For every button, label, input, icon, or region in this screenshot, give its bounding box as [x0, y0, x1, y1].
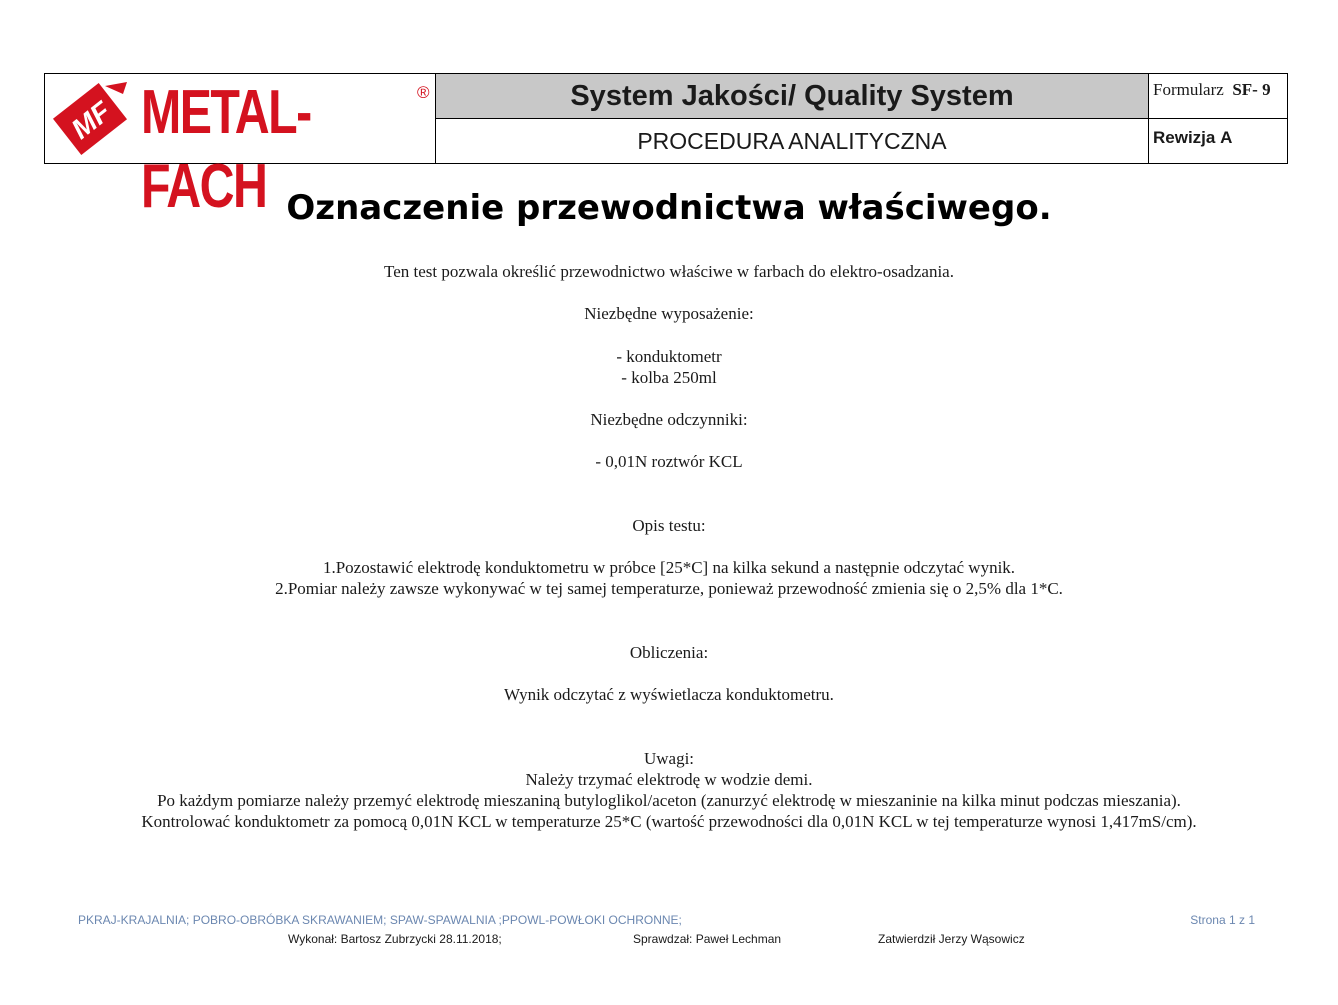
calc-text: Wynik odczytać z wyświetlacza konduktometru.: [504, 685, 834, 704]
reagents-heading: Niezbędne odczynniki:: [590, 410, 748, 429]
equipment-item: - konduktometr: [616, 347, 722, 366]
form-value: SF- 9: [1232, 80, 1271, 99]
test-step: 2.Pomiar należy zawsze wykonywać w tej samej temperaturze, ponieważ przewodność zmienia się o 2,5% dla 1*C.: [275, 579, 1063, 598]
intro-text: Ten test pozwala określić przewodnictwo właściwe w farbach do elektro-osadzania.: [384, 262, 954, 281]
calc-heading: Obliczenia:: [629, 643, 709, 662]
brand-name: METAL-FACH: [141, 78, 311, 221]
equipment-item: - kolba 250ml: [621, 368, 717, 387]
note-line: Po każdym pomiarze należy przemyć elektrodę mieszaniną butyloglikol/aceton (zanurzyć elektrodę w mieszaninie na kilka minut podczas mieszania).: [157, 791, 1181, 810]
made-by: Wykonał: Bartosz Zubrzycki 28.11.2018;: [288, 932, 502, 946]
form-number: [1148, 74, 1287, 119]
quality-system-title: System Jakości/ Quality System: [436, 74, 1148, 119]
metal-fach-logo-mark: [49, 78, 131, 160]
form-label: Formularz: [1153, 80, 1224, 99]
procedure-title: PROCEDURA ANALITYCZNA: [637, 127, 947, 154]
svg-text:MF: MF: [65, 95, 117, 145]
test-heading: Opis testu:: [632, 516, 706, 535]
notes-heading: Uwagi:: [643, 749, 695, 768]
page-number: Strona 1 z 1: [1190, 913, 1255, 927]
revision-label: Rewizja: [1153, 128, 1216, 147]
note-line: Należy trzymać elektrodę w wodzie demi.: [525, 770, 813, 789]
equipment-heading: Niezbędne wyposażenie:: [584, 304, 754, 323]
document-title: Oznaczenie przewodnictwa właściwego.: [286, 188, 1052, 228]
test-step: 1.Pozostawić elektrodę konduktometru w próbce [25*C] na kilka sekund a następnie odczytać wynik.: [322, 558, 1016, 577]
registered-mark: ®: [417, 83, 430, 102]
note-line: Kontrolować konduktometr za pomocą 0,01N KCL w temperaturze 25*C (wartość przewodności dla 0,01N KCL w tej temperaturze wynosi 1,417mS/cm).: [141, 812, 1197, 831]
approved-by: Zatwierdził Jerzy Wąsowicz: [878, 932, 1025, 946]
revision-value: A: [1220, 128, 1233, 147]
logo-cell: [45, 74, 436, 221]
reagent-item: - 0,01N roztwór KCL: [595, 452, 743, 471]
revision: [1148, 119, 1287, 163]
footer-units-legend: PKRAJ-KRAJALNIA; POBRO-OBRÓBKA SKRAWANIEM; SPAW-SPAWALNIA ;PPOWL-POWŁOKI OCHRONNE;: [78, 913, 682, 927]
checked-by: Sprawdzał: Paweł Lechman: [633, 932, 782, 946]
